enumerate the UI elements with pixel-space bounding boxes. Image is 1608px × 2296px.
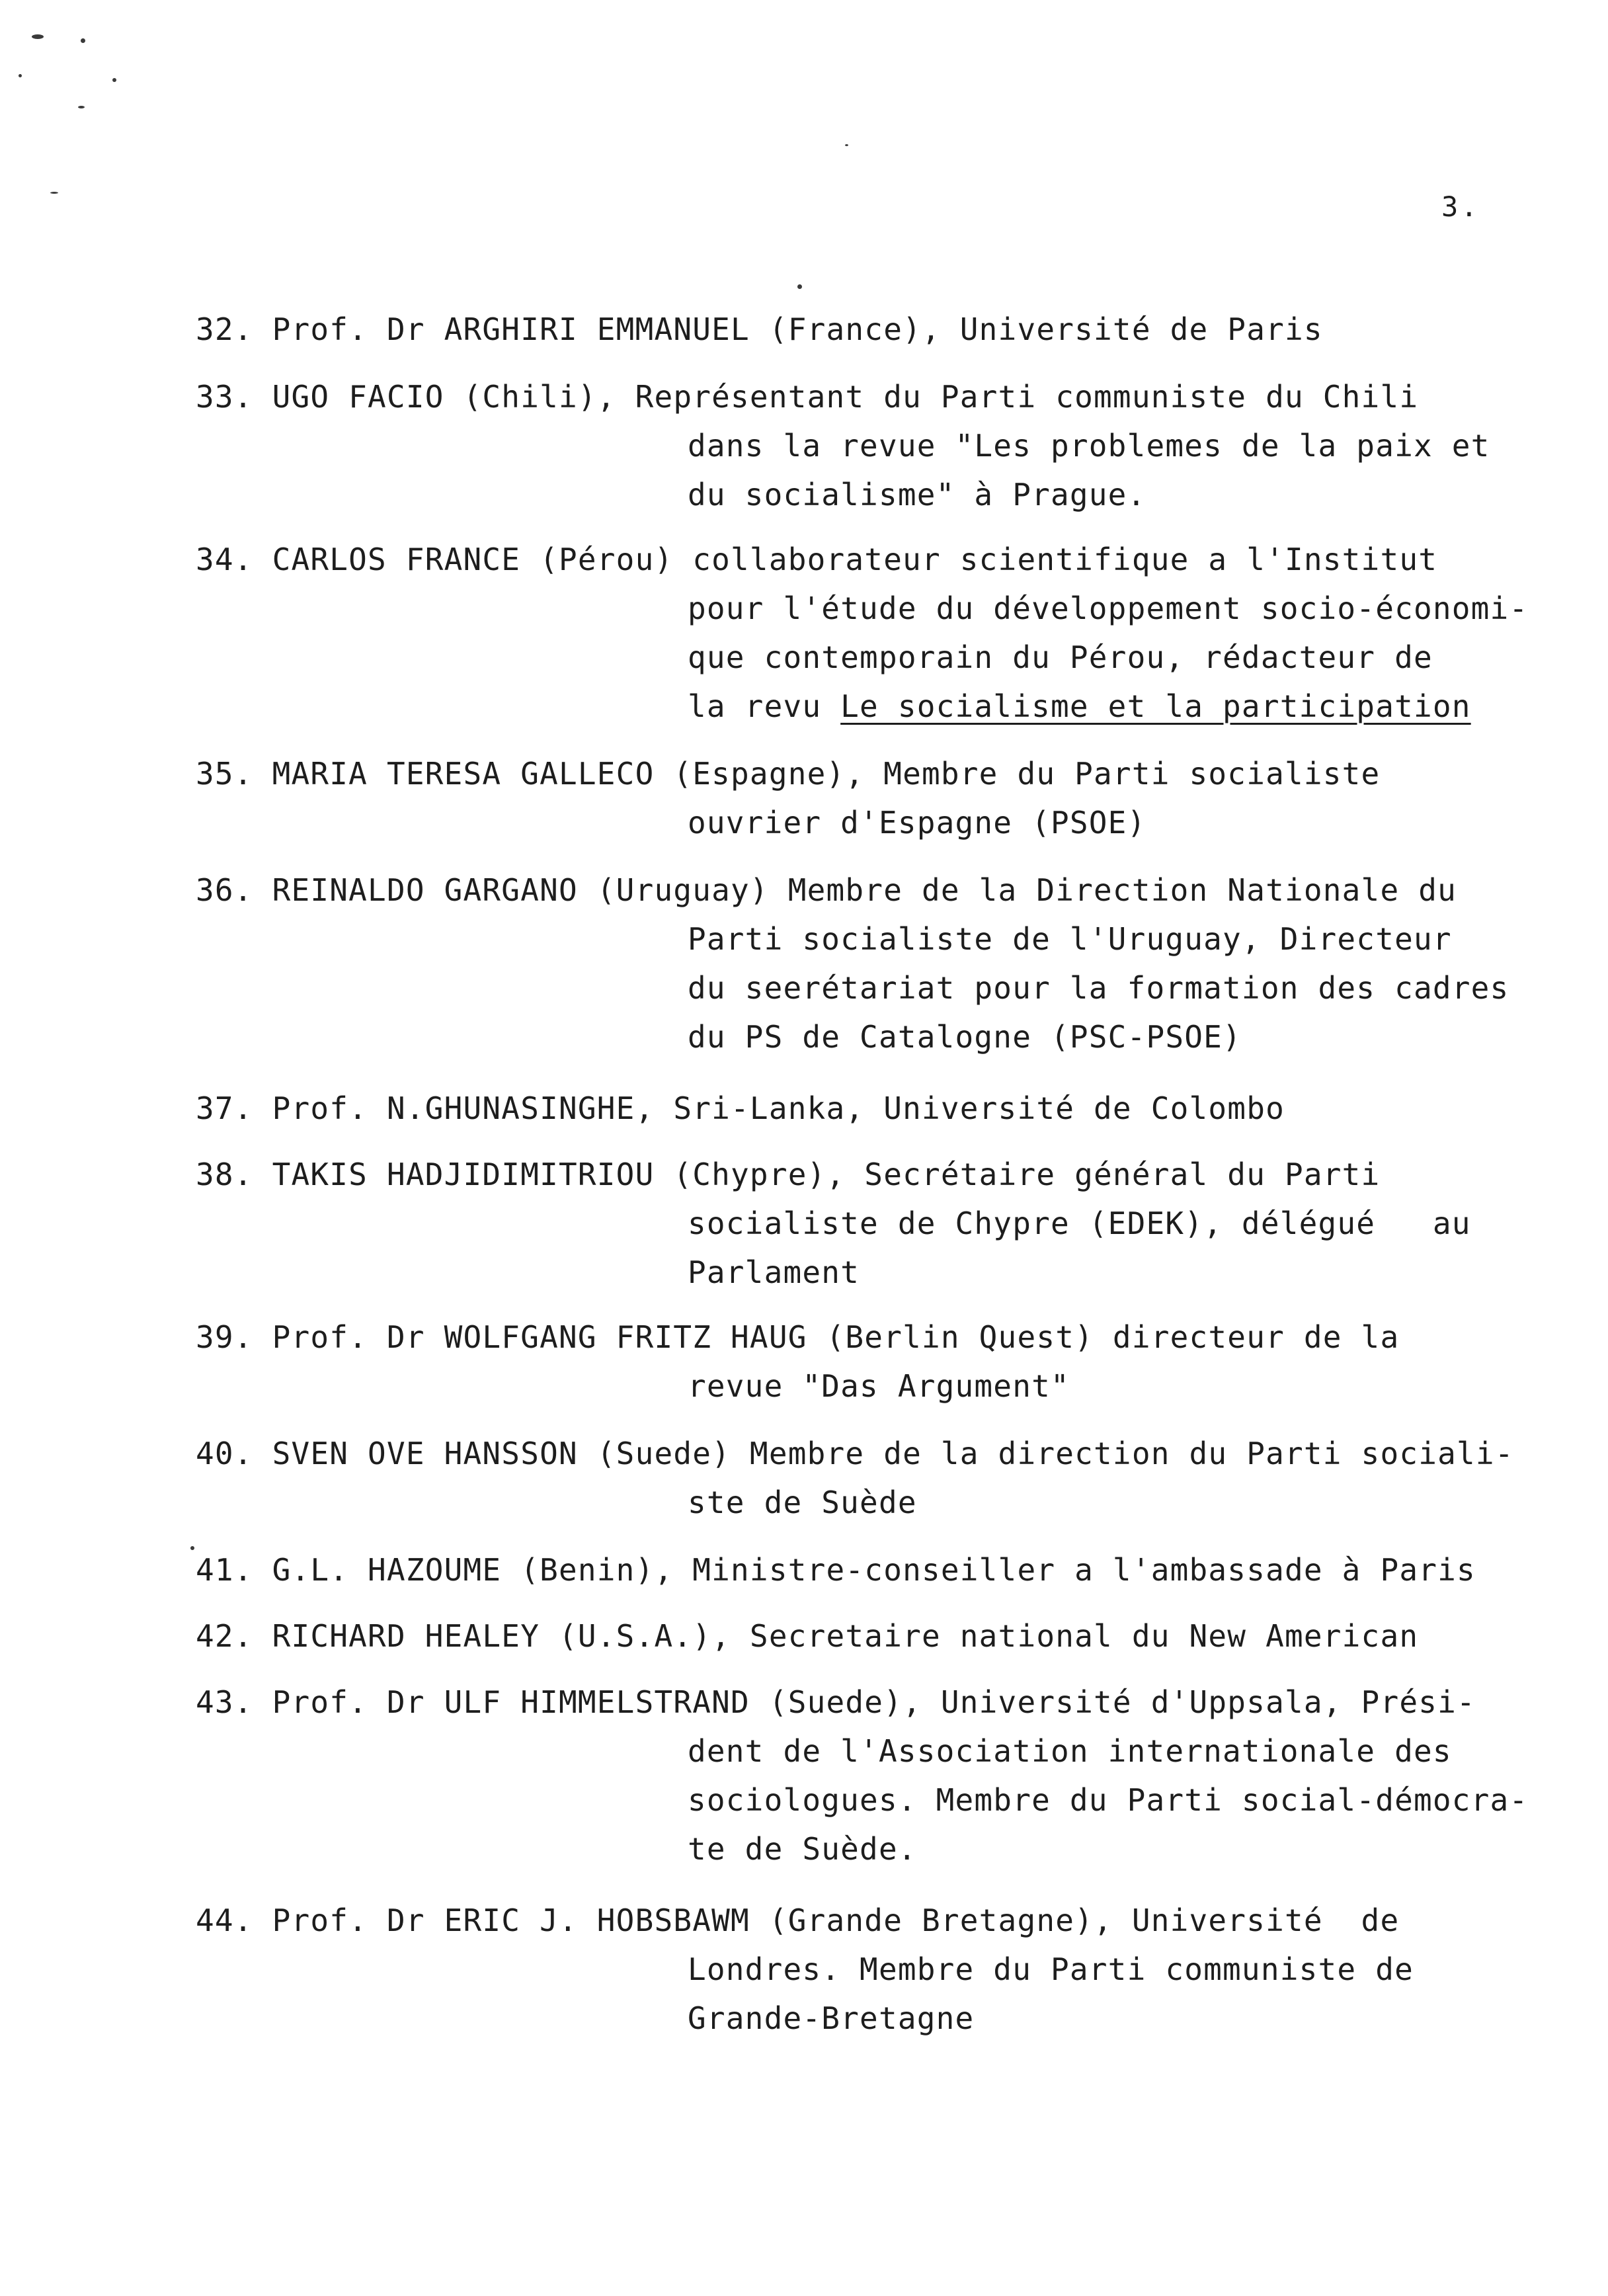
entry-line: 41. G.L. HAZOUME (Benin), Ministre-conseiller a l'ambassade à Paris — [196, 1552, 1476, 1588]
scan-speck — [50, 192, 58, 194]
scan-speck — [32, 34, 44, 39]
entry-continuation-line: du socialisme" à Prague. — [688, 477, 1146, 512]
entry-continuation-line: Londres. Membre du Parti communiste de — [688, 1951, 1414, 1987]
entry-continuation-line: du seerétariat pour la formation des cadres — [688, 970, 1509, 1006]
entry-line: 37. Prof. N.GHUNASINGHE, Sri-Lanka, Université de Colombo — [196, 1090, 1285, 1126]
entry-continuation-line: pour l'étude du développement socio-économi- — [688, 591, 1529, 626]
entry-continuation-line: Parlament — [688, 1254, 860, 1290]
entry-line: 42. RICHARD HEALEY (U.S.A.), Secretaire national du New American — [196, 1618, 1419, 1654]
entry-line: 38. TAKIS HADJIDIMITRIOU (Chypre), Secrétaire général du Parti — [196, 1157, 1381, 1192]
entry-continuation-line: ouvrier d'Espagne (PSOE) — [688, 805, 1146, 840]
entry-line: 44. Prof. Dr ERIC J. HOBSBAWM (Grande Bretagne), Université de — [196, 1903, 1400, 1938]
entry-line: 40. SVEN OVE HANSSON (Suede) Membre de la direction du Parti sociali- — [196, 1436, 1514, 1471]
entry-continuation-line: dent de l'Association internationale des — [688, 1733, 1452, 1769]
entry-continuation-line: dans la revue "Les problemes de la paix et — [688, 428, 1490, 464]
entry-continuation-line: sociologues. Membre du Parti social-démocra- — [688, 1782, 1529, 1818]
journal-title: Le socialisme et la participation — [840, 688, 1471, 724]
scan-speck — [190, 1546, 194, 1550]
entry-continuation-line: te de Suède. — [688, 1831, 917, 1867]
entry-continuation-line: ste de Suède — [688, 1485, 917, 1520]
entry-continuation-line: Grande-Bretagne — [688, 2000, 975, 2036]
scan-speck — [112, 78, 116, 82]
entry-continuation-line: du PS de Catalogne (PSC-PSOE) — [688, 1019, 1242, 1055]
journal-prefix: la revu — [688, 688, 841, 724]
entry-line: 39. Prof. Dr WOLFGANG FRITZ HAUG (Berlin Quest) directeur de la — [196, 1319, 1400, 1355]
entry-continuation-line: Parti socialiste de l'Uruguay, Directeur — [688, 921, 1452, 957]
entry-continuation-line: que contemporain du Pérou, rédacteur de — [688, 639, 1433, 675]
scan-speck — [81, 38, 85, 43]
entry-continuation-line: socialiste de Chypre (EDEK), délégué au — [688, 1206, 1471, 1241]
entry-line: 32. Prof. Dr ARGHIRI EMMANUEL (France), Université de Paris — [196, 311, 1323, 347]
entry-continuation-line — [688, 688, 1471, 725]
page-number: 3. — [1441, 190, 1480, 223]
entry-line: 35. MARIA TERESA GALLECO (Espagne), Membre du Parti socialiste — [196, 756, 1381, 792]
entry-line: 43. Prof. Dr ULF HIMMELSTRAND (Suede), Université d'Uppsala, Prési- — [196, 1684, 1476, 1720]
entry-line: 36. REINALDO GARGANO (Uruguay) Membre de la Direction Nationale du — [196, 872, 1457, 908]
scan-speck — [78, 106, 85, 108]
scan-speck — [845, 144, 848, 146]
scan-speck — [19, 74, 22, 77]
scan-speck — [797, 284, 802, 289]
entry-line: 33. UGO FACIO (Chili), Représentant du Parti communiste du Chili — [196, 379, 1419, 415]
entry-line: 34. CARLOS FRANCE (Pérou) collaborateur scientifique a l'Institut — [196, 542, 1438, 577]
entry-continuation-line: revue "Das Argument" — [688, 1368, 1070, 1404]
